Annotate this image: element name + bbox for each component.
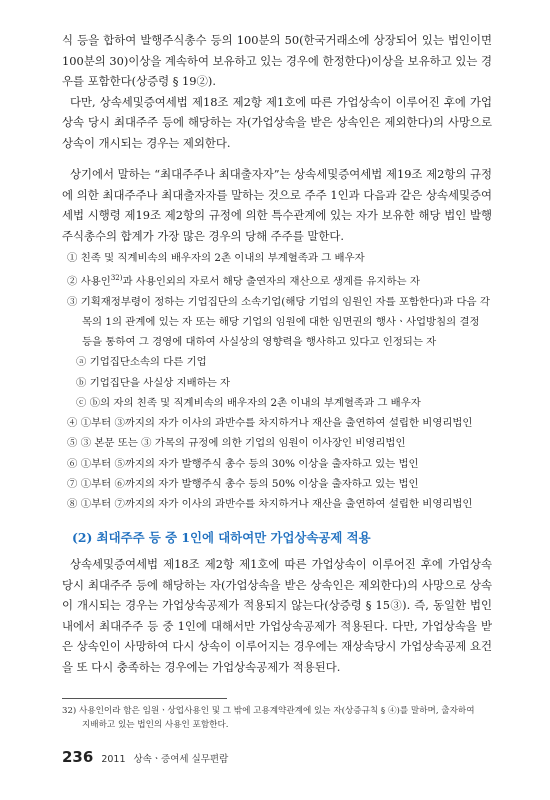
list-item-text: 과 사용인외의 자로서 해당 출연자의 재산으로 생계를 유지하는 자 <box>122 275 420 288</box>
footer-year: 2011 <box>101 754 126 765</box>
list-item: ⑦ ①부터 ⑥까지의 자가 발행주식 총수 등의 50% 이상을 출자하고 있는 법인 <box>67 477 419 490</box>
sub-list-item: ⓑ 기업집단을 사실상 지배하는 자 <box>76 376 231 389</box>
paragraph-2: 다만, 상속세및증여세법 제18조 제2항 제1호에 따른 가업상속이 이루어진 후에 가업상속 당시 최대주주 등에 해당하는 자(가업상속을 받은 상속인은 제외한다)의 사망으로 상속이 개시되는 경우는 제외한다. <box>62 94 492 150</box>
sub-list-item: ⓐ 기업집단소속의 다른 기업 <box>76 356 207 369</box>
list-item-text: ② 사용인 <box>67 275 111 288</box>
footnote <box>62 704 492 732</box>
footnote-line: 32) 사용인이라 함은 임원ㆍ상업사용인 및 그 밖에 고용계약관계에 있는 자(상증규칙 § ④)를 말하며, 출자하여 <box>62 706 475 716</box>
footnote-divider <box>62 698 227 699</box>
page-number: 236 <box>62 748 94 766</box>
sub-list-item: ⓒ ⓑ의 자의 친족 및 직계비속의 배우자의 2촌 이내의 부계혈족과 그 배우자 <box>76 396 421 409</box>
list-item: ⑧ ①부터 ⑦까지의 자가 이사의 과반수를 차지하거나 재산을 출연하여 설립한 비영리법인 <box>67 497 473 510</box>
section-heading: (2) 최대주주 등 중 1인에 대하여만 가업상속공제 적용 <box>72 530 371 546</box>
list-item: ① 친족 및 직계비속의 배우자의 2촌 이내의 부계혈족과 그 배우자 <box>67 252 365 264</box>
section-paragraph: 상속세및증여세법 제18조 제2항 제1호에 따른 가업상속이 이루어진 후에 가업상속 당시 최대주주 등에 해당하는 자(가업상속을 받은 상속인은 제외한다)의 사망으로 상속이 개시되는 경우는 가업상속공제가 적용되지 않는다(상증령 § 15③). 즉, 동일한 법인내에서 최대주주 등 중 1인에 대해서만 가업상속공제가 적용된다. 다만, 가업상속을 받은 상속인이 사망하여 다시 상속이 이루어지는 경우에는 재상속당시 가업상속공제 요건을 또 다시 충족하는 경우에는 가업상속공제가 적용된다. <box>62 557 492 675</box>
list-item: ⑤ ③ 본문 또는 ③ 가목의 규정에 의한 기업의 임원이 이사장인 비영리법인 <box>67 437 406 450</box>
paragraph-3: 상기에서 말하는 “최대주주나 최대출자자”는 상속세및증여세법 제19조 제2항의 규정에 의한 최대주주나 최대출자자를 말하는 것으로 주주 1인과 다음과 같은 상속세및증여세법 시행령 제19조 제2항의 규정에 의한 특수관계에 있는 자가 보유한 해당 법인 발행주식총수의 합계가 가장 많은 경우의 당해 주주를 말한다. <box>62 167 492 243</box>
page-footer <box>62 748 228 766</box>
list-item-continuation: 등을 통하여 그 경영에 대하여 사실상의 영향력을 행사하고 있다고 인정되는 자 <box>82 336 437 349</box>
list-item: ④ ①부터 ③까지의 자가 이사의 과반수를 차지하거나 재산을 출연하여 설립한 비영리법인 <box>67 417 473 430</box>
list-item: ⑥ ①부터 ⑤까지의 자가 발행주식 총수 등의 30% 이상을 출자하고 있는 법인 <box>67 457 419 470</box>
footnote-line: 지배하고 있는 법인의 사용인 포함한다. <box>82 720 229 730</box>
relation-list <box>62 248 492 514</box>
list-item: ③ 기획재정부령이 정하는 기업집단의 소속기업(해당 기업의 임원인 자를 포함한다)과 다음 각 <box>67 295 490 308</box>
page-body <box>62 30 492 678</box>
section-body <box>62 554 492 678</box>
list-item <box>62 268 492 292</box>
footnote-ref: 32) <box>110 274 123 283</box>
paragraph-1: 식 등을 합하여 발행주식총수 등의 100분의 50(한국거래소에 상장되어 있는 법인이면 100분의 30)이상을 계속하여 보유하고 있는 경우에 한정한다)이상을 보유하고 있는 경우를 포함한다(상증령 § 19②). <box>62 33 492 88</box>
list-item-continuation: 목의 1의 관계에 있는 자 또는 해당 기업의 임원에 대한 임면권의 행사ㆍ사업방침의 결정 <box>82 316 480 329</box>
footer-book-title: 상속ㆍ증여세 실무편람 <box>133 754 229 765</box>
